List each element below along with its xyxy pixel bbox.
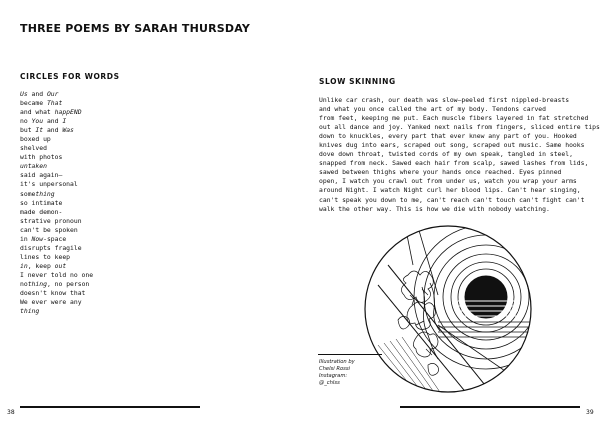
poem-line: made demon-	[20, 207, 63, 216]
poem-line: strative pronoun	[20, 216, 82, 225]
poem-line: walk the other way. This is how we die with nobody watching.	[319, 204, 550, 213]
page-number-left: 38	[7, 409, 15, 416]
poem-title-slow-skinning: SLOW SKINNING	[319, 77, 396, 86]
poem-line: Us and Our	[20, 90, 59, 98]
poem-line: disrupts fragile	[20, 243, 82, 252]
poem-line: so intimate	[20, 198, 63, 207]
page-number-right: 39	[586, 409, 594, 416]
poem-line: in Now-space	[20, 234, 67, 243]
poem-line: said again—	[20, 171, 63, 180]
poem-line: boxed up	[20, 135, 51, 144]
poem-line: open, I watch you crawl out from under us, watch you wrap your arms	[319, 177, 577, 186]
poem-line: became That	[20, 99, 63, 108]
poem-line: Unlike car crash, our death was slow—peeled first nippled-breasts	[319, 96, 570, 104]
credit-line: Illustration by	[319, 359, 355, 365]
poem-line: snapped from neck. Sawed each hair from scalp, sawed lashes from lids,	[319, 159, 589, 168]
poem-line: around Night. I watch Night curl her blood lips. Can't hear singing,	[319, 186, 581, 195]
poem-line: can't be spoken	[20, 225, 78, 234]
poem-line: from feet, keeping me put. Each muscle fibers layered in fat stretched	[319, 114, 589, 123]
poem-title-circles-for-words: CIRCLES FOR WORDS	[20, 72, 120, 81]
poem-line: something	[20, 189, 55, 198]
credit-rule	[318, 354, 382, 355]
poem-line: no You and I	[20, 117, 67, 126]
poem-line: thing	[20, 307, 40, 316]
poem-line: shelved	[20, 144, 47, 153]
poem-line: sawed between thighs where your hands once reached. Eyes pinned	[319, 168, 562, 177]
poem-line: We ever were any	[20, 298, 82, 307]
poem-line: and what you once called the art of my body. Tendons carved	[319, 105, 547, 114]
poem-line: and what happEND	[20, 108, 82, 117]
poem-line: it's unpersonal	[20, 180, 78, 189]
poem-line: knives dug into ears, scraped out song, scraped out music. Same hooks	[319, 141, 585, 150]
poem-line: can't speak you down to me, can't reach can't touch can't fight can't	[319, 195, 585, 204]
poem-line: but It and Was	[20, 126, 74, 135]
poem-circles-for-words-body	[20, 90, 170, 316]
poem-line: untaken	[20, 162, 47, 171]
poem-line: doesn't know that	[20, 289, 86, 298]
credit-line: @_chlss	[319, 380, 340, 386]
poem-line: nothing, no person	[20, 279, 90, 288]
page-title: THREE POEMS BY SARAH THURSDAY	[20, 22, 251, 35]
credit-line: Instagram:	[319, 373, 348, 379]
poem-line: out all dance and joy. Yanked next nails from fingers, sliced entire tips	[319, 123, 600, 132]
left-footer-rule	[20, 406, 200, 408]
poem-line: down to knuckles, every part that ever knew any part of you. Hooked	[319, 132, 577, 141]
poem-line: lines to keep	[20, 252, 71, 261]
illustration-credit	[319, 359, 381, 387]
poem-line: with photos	[20, 153, 63, 162]
poem-line: dove down throat, twisted cords of my own speak, tangled in steel,	[319, 150, 573, 159]
right-footer-rule	[400, 406, 580, 408]
poem-line: in, keep out	[20, 261, 67, 270]
poem-line: I never told no one	[20, 270, 94, 279]
credit-line: Chelsi Rossi	[319, 366, 350, 372]
poem-slow-skinning-body	[319, 96, 600, 214]
